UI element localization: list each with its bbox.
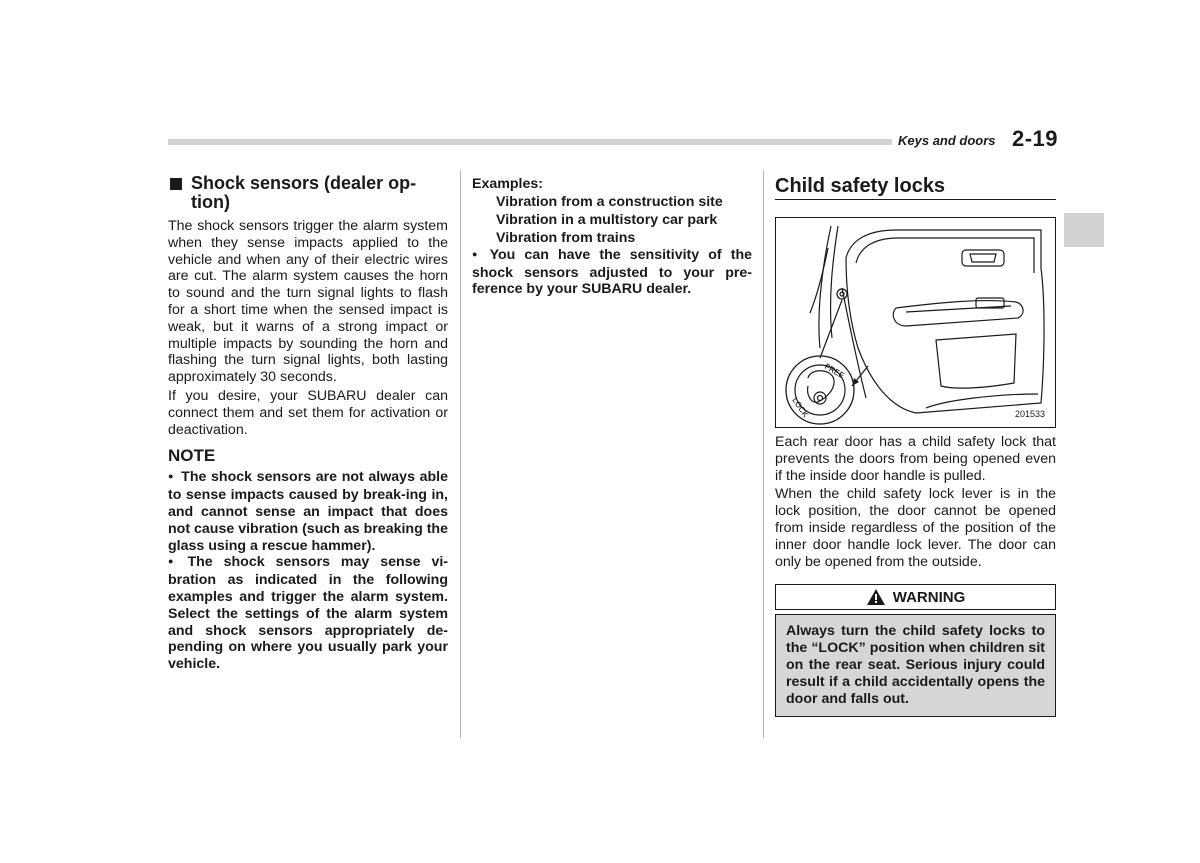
note-item-text: You can have the sensitivity of the shock sensors adjusted to your pre-ference by your SUBARU dealer. [472, 246, 753, 298]
child-lock-illustration [775, 217, 1056, 428]
paragraph: The shock sensors trigger the alarm system when they sense impacts applied to the vehicle and when any of their electric wires are cut. The alarm system causes the horn to sound and the turn signal lights to flash for a short time when the sensed impact is weak, but it warns of a strong impact or multiple impacts by sounding the horn and flashing the turn signal lights, both lasting approximately 30 seconds. [168, 218, 448, 386]
header-section-title: Keys and doors [898, 133, 996, 148]
note-item [168, 554, 448, 673]
section-title: Child safety locks [775, 174, 1056, 200]
note-item-text: The shock sensors may sense vi-bration as indicated in the following examples and trigger the alarm system. Select the settings of the alarm system and shock sensors appropriately de-pending on where you usually park your vehicle. [168, 554, 448, 673]
note-item [168, 469, 448, 554]
warning-header [775, 584, 1056, 610]
bullet-dot-icon: ● [168, 471, 175, 482]
note-heading: NOTE [168, 446, 216, 466]
lock-label: LOCK [790, 395, 811, 420]
middle-column [472, 176, 752, 298]
column-divider [763, 170, 764, 738]
column-divider [460, 170, 461, 738]
page-number: 2-19 [1012, 126, 1059, 151]
note-item-text: The shock sensors are not always able to sense impacts caused by break-ing in, and cannot sense an impact that does not cause vibration (such as breaking the glass using a rescue hammer). [168, 469, 448, 554]
section-heading-text: Shock sensors (dealer op- tion) [191, 173, 417, 212]
note-item [472, 247, 752, 298]
paragraph: If you desire, your SUBARU dealer can connect them and set them for activation or deactivation. [168, 387, 448, 438]
right-column [775, 174, 1056, 717]
chapter-thumb-tab [1064, 213, 1104, 247]
list-item: Vibration from a construction site [496, 193, 723, 210]
warning-box [775, 614, 1056, 717]
warning-label: WARNING [892, 588, 966, 606]
list-item: Vibration in a multistory car park [496, 211, 718, 228]
bullet-dot-icon: ● [472, 248, 483, 259]
door-diagram-svg [776, 218, 1055, 427]
section-heading [168, 174, 448, 212]
bullet-dot-icon: ● [168, 556, 181, 567]
square-bullet-icon [170, 178, 182, 190]
examples-label: Examples: [472, 176, 543, 192]
examples-list [472, 193, 752, 247]
left-column [168, 174, 448, 673]
header-bar [168, 139, 892, 145]
free-label: FREE [823, 361, 846, 381]
warning-triangle-icon [866, 588, 886, 606]
figure-number: 201533 [1014, 409, 1045, 419]
warning-text: Always turn the child safety locks to the “LOCK” position when children sit on the rear seat. Serious injury could result if a child accidentally opens the door and falls out. [786, 623, 1045, 707]
paragraph: When the child safety lock lever is in the lock position, the door cannot be opened from inside regardless of the position of the inner door handle lock lever. The door can only be opened from the outside. [775, 486, 1056, 570]
list-item: Vibration from trains [496, 229, 636, 246]
paragraph: Each rear door has a child safety lock that prevents the doors from being opened even if the inside door handle is pulled. [775, 434, 1056, 484]
